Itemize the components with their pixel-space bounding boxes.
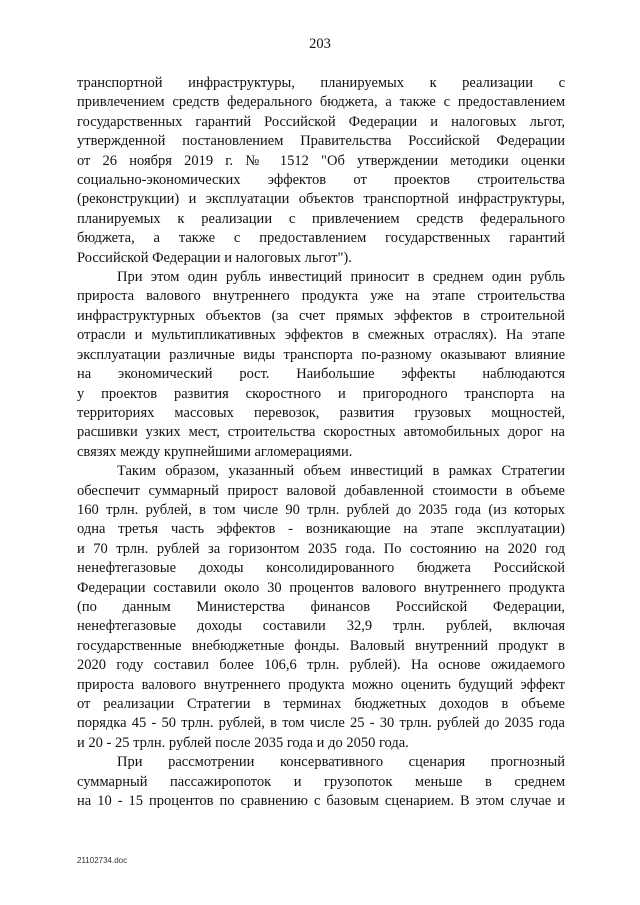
text-line: эксплуатации различные виды транспорта по-разному оказывают влияние [77,346,565,363]
text-line: на 10 - 15 процентов по сравнению с базовым сценарием. В этом случае и [77,793,565,810]
text-line: расшивки узких мест, строительства скоростных автомобильных дорог на [77,424,565,441]
text-line: транспортной инфраструктуры, планируемых к реализации с [77,75,565,91]
text-line: Таким образом, указанный объем инвестиций в рамках Стратегии [117,463,565,480]
text-line: 2020 году составил более 106,6 трлн. рублей). На основе ожидаемого [77,657,565,674]
text-line: Российской Федерации и налоговых льгот"). [77,249,352,266]
text-line: от реализации Стратегии в терминах бюджетных доходов в объеме [77,696,565,712]
paragraph-4 [77,753,565,811]
text-line: ненефтегазовые доходы консолидированного бюджета Российской [77,560,565,577]
text-line: Федерации составили около 30 процентов валового внутреннего продукта [77,579,565,596]
text-line: отрасли и мультипликативных эффектов в смежных отраслях). На этапе [77,327,565,344]
text-line: При рассмотрении консервативного сценария прогнозный [117,754,565,771]
text-line: обеспечит суммарный прирост валовой добавленной стоимости в объеме [77,482,565,499]
text-line: суммарный пассажиропоток и грузопоток меньше в среднем [77,773,565,790]
text-line: 160 трлн. рублей, в том числе 90 трлн. рублей до 2035 года (из которых [77,501,565,518]
text-line: социально-экономических эффектов от проектов строительства [77,172,565,189]
text-line: территориях массовых перевозок, развития грузовых мощностей, [77,404,565,421]
text-line: привлечением средств федерального бюджета, а также с предоставлением [77,94,565,111]
page-number: 203 [309,36,331,52]
text-line: утвержденной постановлением Правительства Российской Федерации [77,133,565,150]
text-line: государственные внебюджетные фонды. Валовый внутренний продукт в [77,637,565,654]
text-line: связях между крупнейшими агломерациями. [77,443,353,460]
text-line: у проектов развития скоростного и пригородного транспорта на [77,385,565,402]
body-text [77,74,565,811]
text-line: При этом один рубль инвестиций приносит в среднем один рубль [117,269,565,286]
text-line: бюджета, а также с предоставлением государственных гарантий [77,230,565,247]
paragraph-2 [77,268,565,462]
text-line: и 70 трлн. рублей за горизонтом 2035 года. По состоянию на 2020 год [77,540,565,557]
paragraph-3 [77,462,565,753]
paragraph-1 [77,74,565,268]
text-line: прироста валового внутреннего продукта уже на этапе строительства [77,288,565,305]
text-line: планируемых к реализации с привлечением средств федерального [77,210,565,227]
text-line: (реконструкции) и эксплуатации объектов транспортной инфраструктуры, [77,191,565,208]
text-line: на экономический рост. Наибольшие эффекты наблюдаются [77,366,565,383]
text-line: прироста валового внутреннего продукта можно оценить будущий эффект [77,676,565,693]
text-line: (по данным Министерства финансов Российской Федерации, [77,598,565,615]
file-name-footer: 21102734.doc [77,856,128,865]
text-line: одна третья часть эффектов - возникающие на этапе эксплуатации) [77,521,565,538]
text-line: инфраструктурных объектов (за счет прямых эффектов в строительной [77,307,565,324]
text-line: и 20 - 25 трлн. рублей после 2035 года и до 2050 года. [77,734,409,751]
text-line: государственных гарантий Российской Федерации и налоговых льгот, [77,113,565,130]
text-line: от 26 ноября 2019 г. № 1512 "Об утверждении методики оценки [77,152,565,169]
text-line: ненефтегазовые доходы составили 32,9 трлн. рублей, включая [77,618,565,635]
text-line: порядка 45 - 50 трлн. рублей, в том числе 25 - 30 трлн. рублей до 2035 года [77,715,565,732]
